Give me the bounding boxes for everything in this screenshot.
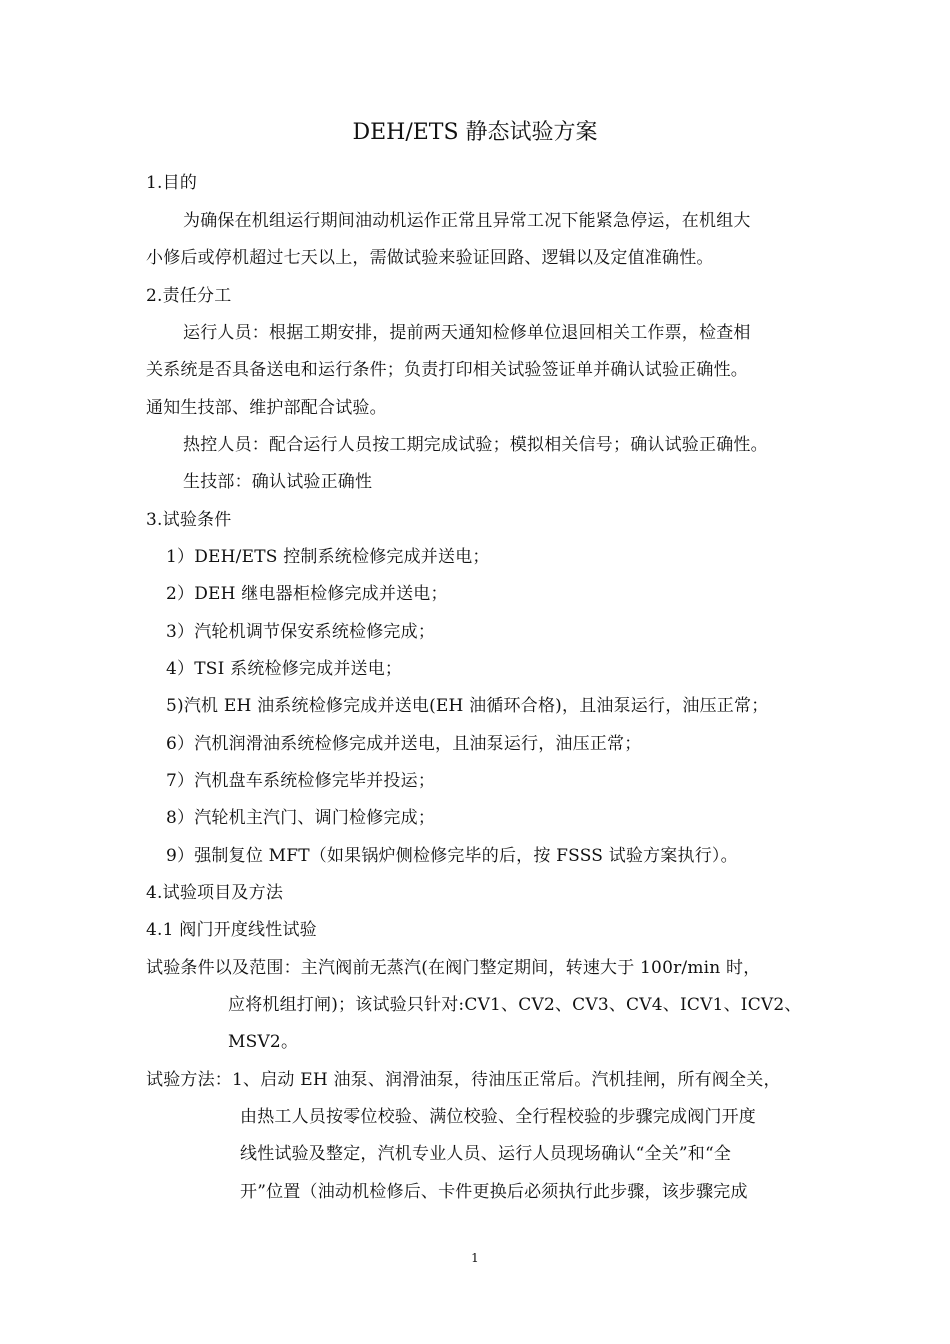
list-item: 4）TSI 系统检修完成并送电；: [166, 659, 403, 679]
list-item: 8）汽轮机主汽门、调门检修完成；: [166, 808, 436, 828]
paragraph-line: 开”位置（油动机检修后、卡件更换后必须执行此步骤，该步骤完成: [240, 1182, 748, 1202]
list-item: 6）汽机润滑油系统检修完成并送电，且油泵运行，油压正常；: [166, 734, 642, 754]
document-title: DEH/ETS 静态试验方案: [352, 120, 598, 145]
page-number: 1: [471, 1251, 479, 1265]
paragraph-line: 线性试验及整定，汽机专业人员、运行人员现场确认“全关”和“全: [240, 1144, 732, 1164]
paragraph-line: 试验方法：1、启动 EH 油泵、润滑油泵，待油压正常后。汽机挂闸，所有阀全关，: [146, 1070, 781, 1090]
list-item: 7）汽机盘车系统检修完毕并投运；: [166, 771, 436, 791]
subsection-heading: 4.1 阀门开度线性试验: [146, 920, 317, 940]
section-heading-methods: 4.试验项目及方法: [146, 883, 284, 903]
paragraph-line: 试验条件以及范围：主汽阀前无蒸汽(在阀门整定期间，转速大于 100r/min 时，: [146, 958, 761, 978]
paragraph-line: 为确保在机组运行期间油动机运作正常且异常工况下能紧急停运，在机组大: [183, 211, 751, 231]
section-heading-responsibility: 2.责任分工: [146, 286, 232, 306]
list-item: 2）DEH 继电器柜检修完成并送电；: [166, 584, 448, 604]
list-item: 3）汽轮机调节保安系统检修完成；: [166, 622, 436, 642]
paragraph-line: 运行人员：根据工期安排，提前两天通知检修单位退回相关工作票，检查相: [183, 323, 751, 343]
paragraph-line: 由热工人员按零位校验、满位校验、全行程校验的步骤完成阀门开度: [240, 1107, 756, 1127]
list-item: 5)汽机 EH 油系统检修完成并送电(EH 油循环合格)，且油泵运行，油压正常；: [166, 696, 769, 716]
list-item: 1）DEH/ETS 控制系统检修完成并送电；: [166, 547, 490, 567]
paragraph-line: 应将机组打闸)；该试验只针对:CV1、CV2、CV3、CV4、ICV1、ICV2、: [228, 995, 802, 1015]
list-item: 9）强制复位 MFT（如果锅炉侧检修完毕的后，按 FSSS 试验方案执行）。: [166, 846, 738, 866]
paragraph-line: 热控人员：配合运行人员按工期完成试验；模拟相关信号；确认试验正确性。: [183, 435, 768, 455]
section-heading-purpose: 1.目的: [146, 173, 198, 193]
paragraph-line: 通知生技部、维护部配合试验。: [146, 398, 387, 418]
paragraph-line: MSV2。: [228, 1032, 299, 1052]
paragraph-line: 小修后或停机超过七天以上，需做试验来验证回路、逻辑以及定值准确性。: [146, 248, 714, 268]
paragraph-line: 生技部：确认试验正确性: [183, 472, 373, 492]
section-heading-conditions: 3.试验条件: [146, 510, 232, 530]
paragraph-line: 关系统是否具备送电和运行条件；负责打印相关试验签证单并确认试验正确性。: [146, 360, 748, 380]
